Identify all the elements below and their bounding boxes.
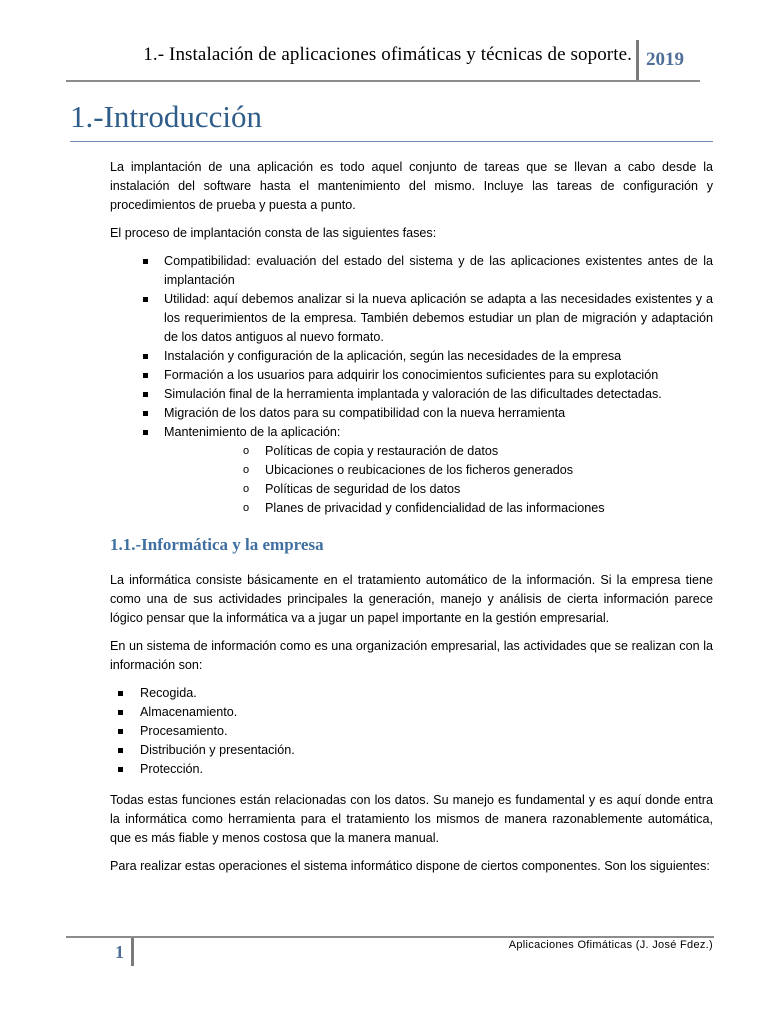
document-body	[110, 158, 713, 876]
header-divider	[636, 40, 639, 81]
list-item	[110, 385, 713, 404]
header-rule	[66, 80, 700, 82]
header-title: 1.- Instalación de aplicaciones ofimáticas y técnicas de soporte.	[143, 44, 632, 65]
sublist-item: o Ubicaciones o reubicaciones de los ficheros generados	[164, 461, 713, 480]
list-item	[110, 252, 713, 290]
list-item-text: evaluación del estado del sistema y de las aplicaciones existentes antes de la implantación	[164, 254, 713, 287]
list-item-term: Simulación final	[164, 387, 253, 401]
list-item-term: Migración de los datos	[164, 406, 291, 420]
footer-rule	[66, 936, 714, 938]
list-item: Recogida.	[110, 684, 713, 703]
heading-rule	[70, 141, 713, 142]
footer-divider	[131, 938, 134, 966]
list-item-text: aquí debemos analizar si la nueva aplicación se adapta a las necesidades existentes y a los requerimientos de la empresa. También debemos estudiar un plan de migración y adaptación de los datos antiguos al nuevo formato.	[164, 292, 713, 344]
sublist-item: o Políticas de seguridad de los datos	[164, 480, 713, 499]
list-item: Almacenamiento.	[110, 703, 713, 722]
components-paragraph: Para realizar estas operaciones el sistema informático dispone de ciertos componentes. Son los siguientes:	[110, 859, 710, 873]
footer-text: Aplicaciones Ofimáticas (J. José Fdez.)	[508, 939, 713, 951]
list-item: Protección.	[110, 760, 713, 779]
subsection-heading: 1.1.-Informática y la empresa	[110, 535, 324, 554]
sublist-item: o Planes de privacidad y confidencialidad de las informaciones	[164, 499, 713, 518]
list-item	[110, 404, 713, 423]
list-item	[110, 366, 713, 385]
list-item	[110, 347, 713, 366]
informatica-paragraph: La informática consiste básicamente en el tratamiento automático de la información. Si la empresa tiene como una de sus actividades principales la generación, manejo y análisis de cierta información parece lógico pensar que la informática va a jugar un papel importante en la gestión empresarial.	[110, 573, 713, 625]
list-item: Procesamiento.	[110, 722, 713, 741]
list-item-term: Mantenimiento de la aplicación:	[164, 425, 341, 439]
page-number: 1	[115, 942, 124, 962]
intro-paragraph: La implantación de una aplicación es todo aquel conjunto de tareas que se llevan a cabo desde la instalación del software hasta el mantenimiento del mismo. Incluye las tareas de configuración y procedimientos de prueba y puesta a punto.	[110, 160, 713, 212]
list-item: Distribución y presentación.	[110, 741, 713, 760]
activities-list	[110, 684, 713, 779]
list-item-text: a los usuarios para adquirir los conocimientos suficientes para su explotación	[223, 368, 659, 382]
phases-intro-paragraph: El proceso de implantación consta de las siguientes fases:	[110, 226, 437, 240]
activities-intro-paragraph: En un sistema de información como es una organización empresarial, las actividades que se realizan con la información son:	[110, 639, 713, 672]
list-item-term: Instalación y configuración de la aplicación	[164, 349, 403, 363]
sublist-item: o Políticas de copia y restauración de datos	[164, 442, 713, 461]
list-item-text: , según las necesidades de la empresa	[402, 349, 622, 363]
header-year: 2019	[646, 49, 684, 70]
phases-list	[110, 252, 713, 518]
list-item-term: Utilidad:	[164, 292, 210, 306]
list-item-term: Compatibilidad:	[164, 254, 251, 268]
list-item-text: de la herramienta implantada y valoración de las dificultades detectadas.	[252, 387, 662, 401]
list-item-text: para su compatibilidad con la nueva herramienta	[290, 406, 566, 420]
list-item	[110, 290, 713, 347]
functions-paragraph: Todas estas funciones están relacionadas con los datos. Su manejo es fundamental y es aquí donde entra la informática como herramienta para el tratamiento los mismos de manera razonablemente automática, que es más fiable y menos costosa que la manera manual.	[110, 793, 713, 845]
section-heading-introduccion: 1.-Introducción	[70, 99, 262, 134]
list-item	[110, 423, 713, 518]
list-item-term: Formación	[164, 368, 224, 382]
maintenance-sublist	[164, 442, 713, 518]
